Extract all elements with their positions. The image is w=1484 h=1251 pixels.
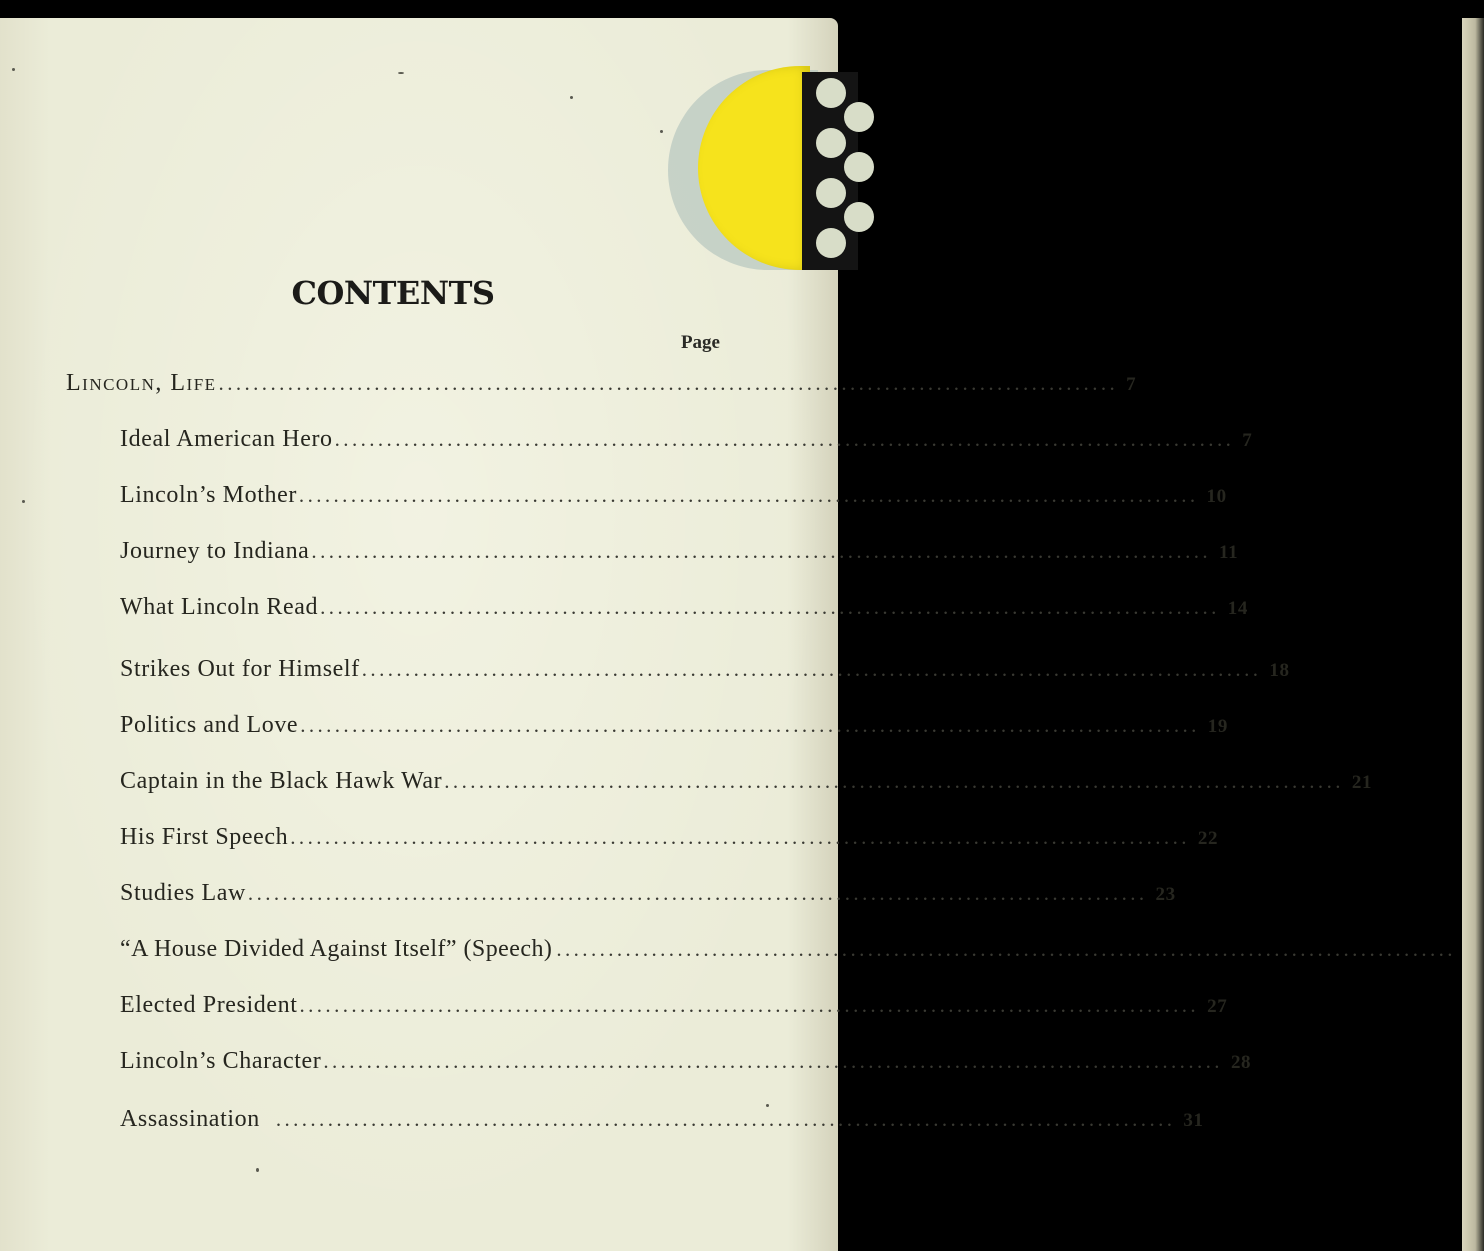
leader-dots: ........................................................................................................ xyxy=(275,1107,1176,1131)
toc-entry-page: 31 xyxy=(1183,1110,1204,1131)
tab-dot xyxy=(816,78,846,108)
paper-speck xyxy=(256,1168,259,1172)
leader-dots: ........................................................................................................ xyxy=(334,427,1235,451)
toc-entry[interactable] xyxy=(120,594,1248,621)
toc-entry-label: Assassination xyxy=(120,1106,260,1132)
toc-entry-label: Studies Law xyxy=(120,880,246,906)
toc-entry-label: Elected President xyxy=(120,992,298,1018)
toc-entry-label: Journey to Indiana xyxy=(120,538,310,564)
toc-entry[interactable] xyxy=(120,712,1228,739)
toc-entry-label: Lincoln’s Mother xyxy=(120,482,297,508)
toc-entry-label: “A House Divided Against Itself” (Speech) xyxy=(120,936,553,962)
toc-entry-label: Ideal American Hero xyxy=(120,426,333,452)
paper-speck xyxy=(660,130,663,133)
tab-dot xyxy=(844,202,874,232)
toc-entry-page: 27 xyxy=(1207,996,1228,1017)
page-column-label: Page xyxy=(680,332,720,353)
toc-entry[interactable] xyxy=(120,936,1456,963)
toc-entry[interactable] xyxy=(120,768,1373,795)
marker-tab-dot-strip xyxy=(802,72,858,270)
toc-entry-page: 14 xyxy=(1227,598,1248,619)
tab-dot xyxy=(816,178,846,208)
toc-entry[interactable] xyxy=(120,1048,1252,1075)
toc-entry-page: 21 xyxy=(1351,772,1373,793)
toc-entry-label: Lincoln’s Character xyxy=(120,1048,322,1074)
leader-dots: ........................................................................................................ xyxy=(299,993,1200,1017)
toc-entry[interactable] xyxy=(120,1106,1204,1133)
toc-entry-label: His First Speech xyxy=(120,824,289,850)
toc-entry[interactable] xyxy=(120,482,1227,509)
leader-dots: ........................................................................................................ xyxy=(218,371,1119,395)
leader-dots: ........................................................................................................ xyxy=(320,595,1220,619)
toc-entry-label: Strikes Out for Himself xyxy=(120,656,360,682)
leader-dots: ........................................................................................................ xyxy=(298,483,1199,507)
toc-entry-label: Politics and Love xyxy=(120,712,299,738)
toc-entry-page: 7 xyxy=(1126,374,1137,395)
leader-dots: ........................................................................................................ xyxy=(556,937,1456,961)
toc-entry-page: 22 xyxy=(1197,828,1219,849)
paper-speck xyxy=(22,500,25,503)
toc-entry[interactable] xyxy=(120,824,1219,851)
toc-entry[interactable] xyxy=(120,426,1253,453)
leader-dots: ........................................................................................................ xyxy=(300,713,1200,737)
toc-entry-main[interactable] xyxy=(66,370,1137,397)
leader-dots: ........................................................................................................ xyxy=(290,825,1190,849)
toc-entry-page: 7 xyxy=(1242,430,1253,451)
toc-entry[interactable] xyxy=(120,880,1176,907)
toc-entry-label: Lincoln, Life xyxy=(66,370,217,396)
toc-entry-label: What Lincoln Read xyxy=(120,594,319,620)
leader-dots: ........................................................................................................ xyxy=(247,881,1148,905)
paper-speck xyxy=(570,96,573,99)
toc-entry-page: 18 xyxy=(1269,660,1290,681)
toc-entry-page: 23 xyxy=(1155,884,1176,905)
toc-entry-page: 28 xyxy=(1230,1052,1252,1073)
leader-dots: ........................................................................................................ xyxy=(361,657,1262,681)
tab-dot xyxy=(844,152,874,182)
paper-speck xyxy=(398,72,404,74)
toc-entry-label: Captain in the Black Hawk War xyxy=(120,768,443,794)
leader-dots: ........................................................................................................ xyxy=(323,1049,1223,1073)
tab-dot xyxy=(844,102,874,132)
paper-speck xyxy=(12,68,15,71)
tab-dot xyxy=(816,228,846,258)
toc-entry[interactable] xyxy=(120,992,1228,1019)
toc-entry[interactable] xyxy=(120,656,1290,683)
contents-heading: CONTENTS xyxy=(291,274,495,312)
leader-dots: ........................................................................................................ xyxy=(311,539,1212,563)
toc-entry-page: 10 xyxy=(1206,486,1227,507)
page-edge-shadow xyxy=(1462,18,1484,1251)
toc-entry[interactable] xyxy=(120,538,1239,565)
tab-dot xyxy=(816,128,846,158)
toc-entry-page: 19 xyxy=(1207,716,1228,737)
toc-entry-page: 11 xyxy=(1219,542,1239,563)
leader-dots: ........................................................................................................ xyxy=(444,769,1344,793)
